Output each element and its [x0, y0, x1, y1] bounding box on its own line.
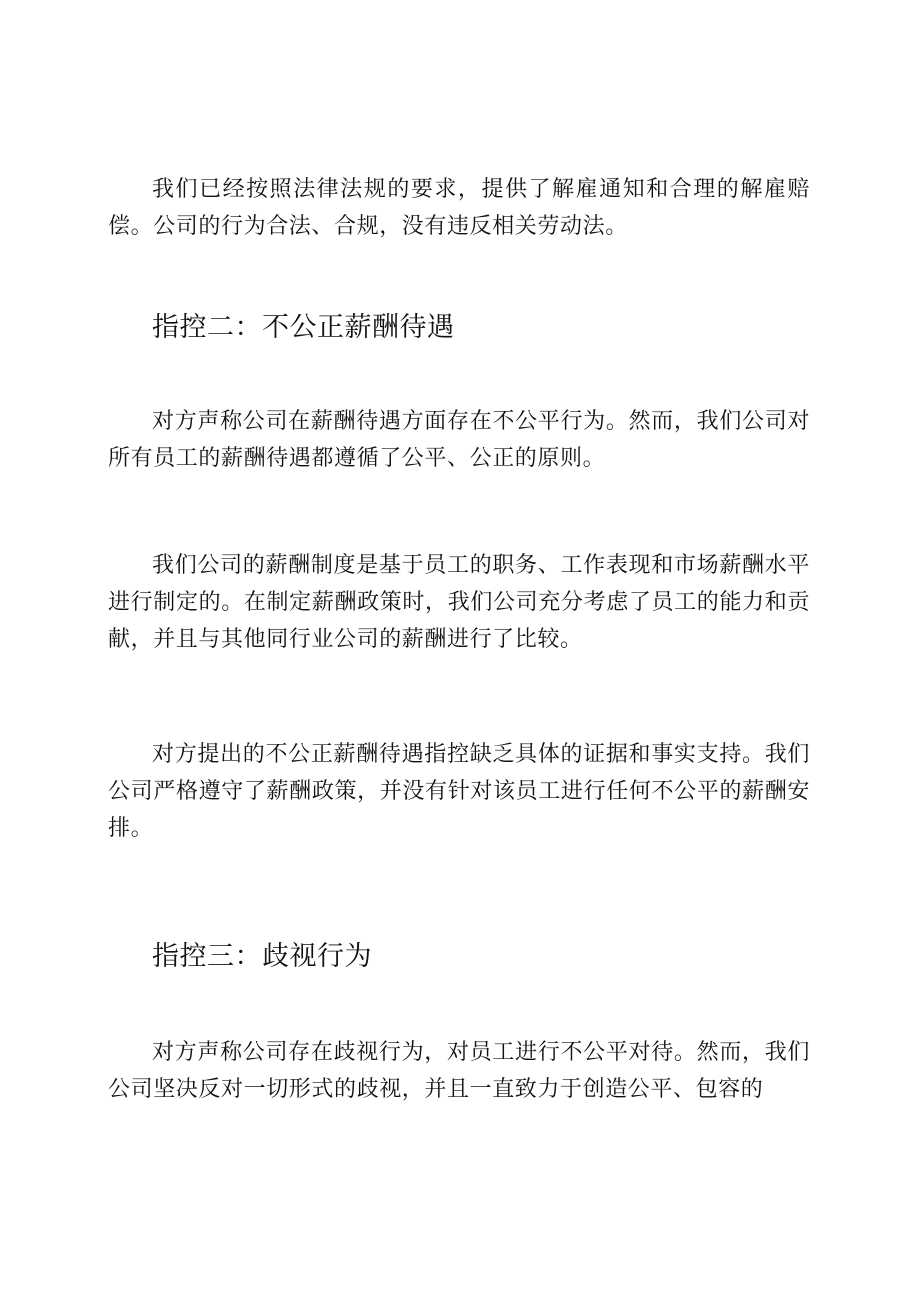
section-heading-accusation-two: 指控二：不公正薪酬待遇	[152, 312, 455, 343]
paragraph-salary-evidence: 对方提出的不公正薪酬待遇指控缺乏具体的证据和事实支持。我们公司严格遵守了薪酬政策，并没有针对该员工进行任何不公平的薪酬安排。	[108, 742, 810, 841]
paragraph-discrimination-claim: 对方声称公司存在歧视行为，对员工进行不公平对待。然而，我们公司坚决反对一切形式的歧视，并且一直致力于创造公平、包容的	[108, 1040, 810, 1102]
paragraph-dismissal-compliance: 我们已经按照法律法规的要求，提供了解雇通知和合理的解雇赔偿。公司的行为合法、合规，没有违反相关劳动法。	[108, 177, 810, 239]
section-heading-accusation-three: 指控三：歧视行为	[152, 941, 372, 972]
paragraph-salary-system: 我们公司的薪酬制度是基于员工的职务、工作表现和市场薪酬水平进行制定的。在制定薪酬政策时，我们公司充分考虑了员工的能力和贡献，并且与其他同行业公司的薪酬进行了比较。	[108, 553, 810, 652]
paragraph-salary-claim: 对方声称公司在薪酬待遇方面存在不公平行为。然而，我们公司对所有员工的薪酬待遇都遵循了公平、公正的原则。	[108, 409, 810, 471]
